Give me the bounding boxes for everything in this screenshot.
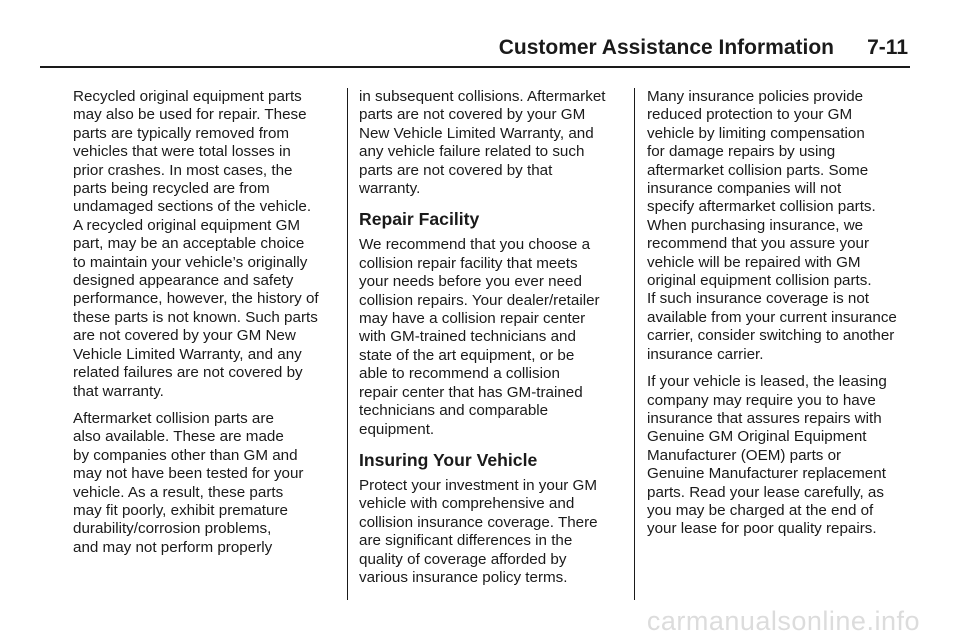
text-line: designed appearance and safety [73, 272, 294, 290]
text-line: parts. Read your lease carefully, as [647, 483, 884, 501]
text-line: Vehicle Limited Warranty, and any [73, 345, 302, 363]
paragraph-insurance-coverage [359, 477, 627, 587]
text-line: collision repairs. Your dealer/retailer [359, 291, 600, 309]
text-line: in subsequent collisions. Aftermarket [359, 88, 606, 105]
text-line: may also be used for repair. These [73, 106, 307, 124]
text-line: may not have been tested for your [73, 465, 304, 483]
text-line: reduced protection to your GM [647, 106, 853, 124]
text-line: by companies other than GM and [73, 446, 298, 464]
text-line: durability/corrosion problems, [73, 520, 272, 538]
text-line: are significant differences in the [359, 532, 573, 550]
text-line: Aftermarket collision parts are [73, 409, 274, 427]
text-line: A recycled original equipment GM [73, 216, 301, 234]
text-line: available from your current insurance [647, 308, 897, 326]
text-line: original equipment collision parts. [647, 272, 872, 290]
text-line: Protect your investment in your GM [359, 476, 598, 494]
text-line: aftermarket collision parts. Some [647, 161, 869, 179]
column-3 [647, 88, 915, 548]
watermark: carmanualsonline.info [646, 606, 920, 636]
paragraph-recycled-parts [73, 88, 341, 401]
text-line: Manufacturer (OEM) parts or [647, 446, 842, 464]
text-line: If such insurance coverage is not [647, 290, 870, 308]
text-line: and may not perform properly [73, 538, 273, 556]
text-line: technicians and comparable [359, 402, 549, 420]
page-header [40, 34, 910, 68]
text-line: vehicle by limiting compensation [647, 124, 865, 142]
text-line: insurance carrier. [647, 345, 764, 363]
paragraph-insurance-policies [647, 88, 915, 364]
text-line: carrier, consider switching to another [647, 327, 895, 345]
text-line: insurance companies will not [647, 180, 842, 198]
text-line: company may require you to have [647, 391, 876, 409]
text-line: may fit poorly, exhibit premature [73, 501, 288, 519]
text-line: collision insurance coverage. There [359, 513, 598, 531]
text-line: Genuine GM Original Equipment [647, 428, 867, 446]
text-line: Recycled original equipment parts [73, 88, 302, 105]
column-1 [73, 88, 341, 566]
text-line: for damage repairs by using [647, 143, 836, 161]
text-line: equipment. [359, 420, 435, 438]
text-line: that warranty. [73, 382, 164, 400]
column-divider [634, 88, 635, 600]
section-title: Customer Assistance Information [498, 36, 834, 59]
text-line: related failures are not covered by [73, 364, 303, 382]
paragraph-aftermarket-continued [359, 88, 627, 198]
text-line: We recommend that you choose a [359, 236, 591, 254]
text-line: vehicle. As a result, these parts [73, 483, 284, 501]
column-2 [359, 88, 627, 596]
text-line: performance, however, the history of [73, 290, 319, 308]
text-line: also available. These are made [73, 428, 284, 446]
text-line: you may be charged at the end of [647, 501, 874, 519]
text-line: parts being recycled are from [73, 180, 270, 198]
heading-insuring-vehicle: Insuring Your Vehicle [359, 449, 538, 470]
text-line: insurance that assures repairs with [647, 409, 882, 427]
text-line: If your vehicle is leased, the leasing [647, 373, 887, 391]
page-number: 7-11 [867, 36, 908, 59]
text-line: vehicle will be repaired with GM [647, 253, 861, 271]
text-line: parts are not covered by that [359, 161, 553, 179]
text-line: specify aftermarket collision parts. [647, 198, 876, 216]
text-line: Genuine Manufacturer replacement [647, 465, 886, 483]
text-line: Many insurance policies provide [647, 88, 864, 105]
text-line: with GM-trained technicians and [359, 328, 576, 346]
text-line: parts are not covered by your GM [359, 106, 586, 124]
text-line: these parts is not known. Such parts [73, 308, 318, 326]
paragraph-repair-facility [359, 236, 627, 438]
paragraph-aftermarket-parts [73, 410, 341, 557]
text-line: parts are typically removed from [73, 124, 290, 142]
text-line: vehicles that were total losses in [73, 143, 291, 161]
heading-repair-facility: Repair Facility [359, 209, 480, 230]
text-line: to maintain your vehicle’s originally [73, 253, 308, 271]
text-line: repair center that has GM-trained [359, 383, 583, 401]
text-line: are not covered by your GM New [73, 327, 296, 345]
text-line: vehicle with comprehensive and [359, 495, 575, 513]
text-line: any vehicle failure related to such [359, 143, 585, 161]
text-line: part, may be an acceptable choice [73, 235, 305, 253]
text-line: your lease for poor quality repairs. [647, 520, 877, 538]
text-line: state of the art equipment, or be [359, 346, 575, 364]
text-line: collision repair facility that meets [359, 254, 578, 272]
text-line: able to recommend a collision [359, 365, 560, 383]
text-line: prior crashes. In most cases, the [73, 161, 293, 179]
paragraph-leased-vehicle [647, 373, 915, 539]
text-line: various insurance policy terms. [359, 568, 568, 586]
text-line: When purchasing insurance, we [647, 216, 864, 234]
text-line: your needs before you ever need [359, 273, 582, 291]
text-line: may have a collision repair center [359, 310, 586, 328]
text-line: warranty. [359, 180, 421, 198]
text-line: quality of coverage afforded by [359, 550, 567, 568]
column-divider [347, 88, 348, 600]
text-line: New Vehicle Limited Warranty, and [359, 124, 594, 142]
text-line: recommend that you assure your [647, 235, 870, 253]
text-line: undamaged sections of the vehicle. [73, 198, 312, 216]
